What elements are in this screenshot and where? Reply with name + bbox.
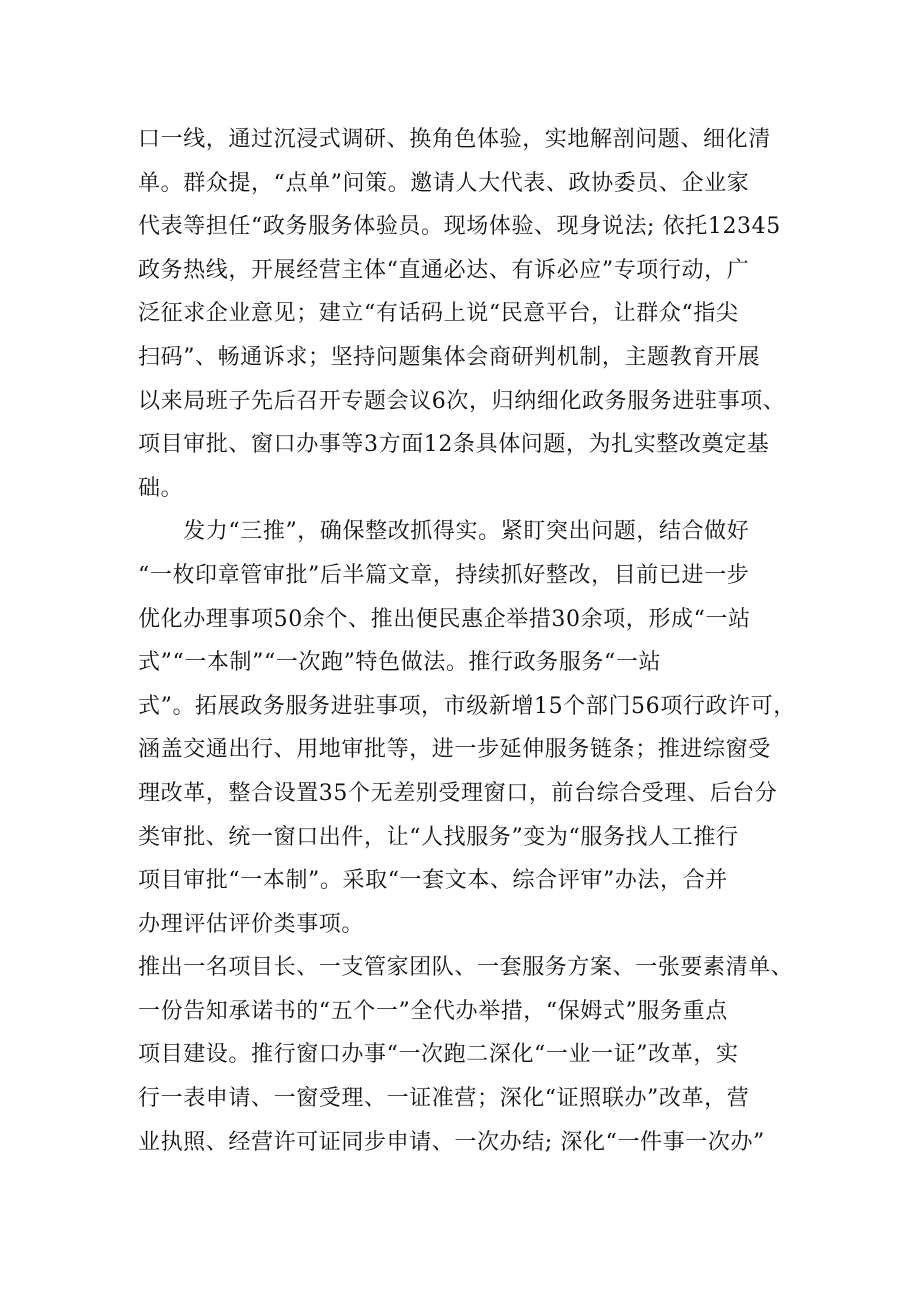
text-line: 行一表申请、一窗受理、一证准营；深化“证照联办”改革，营	[138, 1086, 750, 1112]
text-line: 政务热线，开展经营主体“直通必达、有诉必应”专项行动，广	[138, 257, 750, 283]
text-line: 涵盖交通出行、用地审批等，进一步延伸服务链条；推进综窗受	[138, 737, 771, 763]
text-line: 优化办理事项50余个、推出便民惠企举措30余项，形成“一站	[138, 606, 751, 632]
text-line: 发力“三推”，确保整改抓得实。紧盯突出问题，结合做好	[138, 519, 750, 545]
text-line: “一枚印章管审批”后半篇文章，持续抓好整改，目前已进一步	[138, 562, 750, 588]
text-line: 式”“一本制”“一次跑”特色做法。推行政务服务“一站	[138, 650, 662, 676]
text-line: 以来局班子先后召开专题会议6次，归纳细化政务服务进驻事项、	[138, 388, 786, 414]
text-line: 代表等担任“政务服务体验员。现场体验、现身说法; 依托12345	[138, 214, 781, 240]
text-line: 础。	[138, 475, 184, 501]
text-line: 口一线，通过沉浸式调研、换角色体验，实地解剖问题、细化清	[138, 127, 771, 152]
text-line: 项目审批“一本制”。采取“一套文本、综合评审”办法，合并	[138, 868, 728, 894]
text-line: 推出一名项目长、一支管家团队、一套服务方案、一张要素清单、	[138, 955, 794, 981]
text-line: 扫码”、畅通诉求；坚持问题集体会商研判机制，主题教育开展	[138, 344, 761, 370]
text-line: 项目审批、窗口办事等3方面12条具体问题，为扎实整改奠定基	[138, 432, 770, 458]
body-text	[138, 118, 798, 1164]
text-line: 项目建设。推行窗口办事“一次跑二深化“一业一证”改革，实	[138, 1042, 739, 1068]
text-line: 式”。拓展政务服务进驻事项，市级新增15个部门56项行政许可，	[138, 693, 796, 719]
text-line: 业执照、经营许可证同步申请、一次办结; 深化“一件事一次办”	[138, 1129, 765, 1155]
text-line: 单。群众提，“点单”问策。邀请人大代表、政协委员、企业家	[138, 170, 750, 196]
text-line: 一份告知承诺书的“五个一”全代办举措，“保姆式”服务重点	[138, 998, 728, 1024]
text-line: 类审批、统一窗口出件，让“人找服务”变为“服务找人工推行	[138, 824, 739, 850]
text-line: 办理评估评价类事项。	[138, 911, 365, 937]
text-line: 理改革，整合设置35个无差别受理窗口，前台综合受理、后台分	[138, 780, 778, 806]
text-line: 泛征求企业意见；建立“有话码上说“民意平台，让群众“指尖	[138, 301, 739, 327]
